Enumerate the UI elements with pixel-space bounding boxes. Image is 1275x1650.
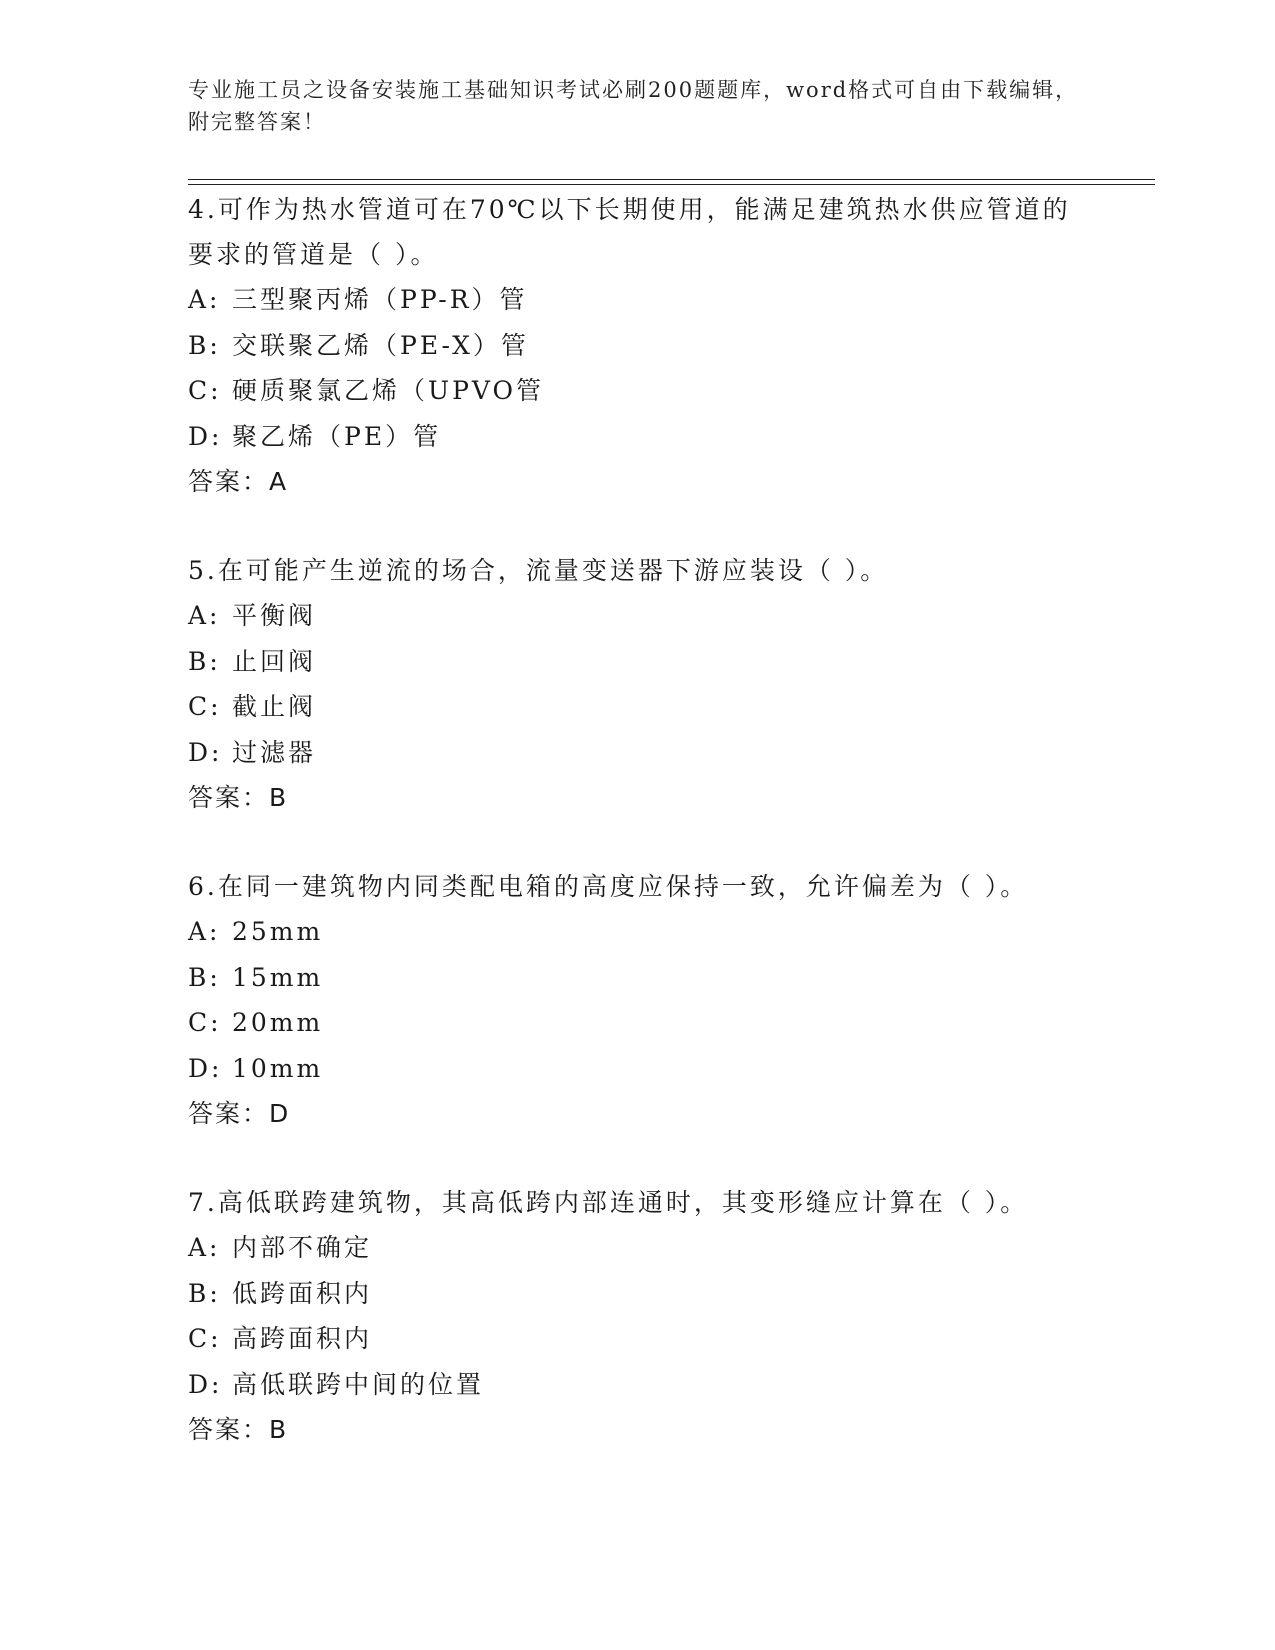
option-text: 25mm	[232, 917, 324, 946]
option-key: D:	[188, 421, 223, 451]
answer-label: 答案：B	[188, 1415, 289, 1444]
option-key: C:	[188, 692, 222, 721]
option-text: 20mm	[232, 1008, 324, 1037]
option-text: 高跨面积内	[232, 1324, 373, 1353]
question-7	[188, 1180, 1088, 1453]
option-key: C:	[188, 1008, 222, 1037]
option-text: 截止阀	[232, 692, 317, 721]
option-text: 内部不确定	[232, 1233, 373, 1262]
option-a	[188, 277, 1088, 323]
question-stem: 7.高低联跨建筑物，其高低跨内部连通时，其变形缝应计算在（ ）。	[188, 1188, 1029, 1217]
option-text: 交联聚乙烯（PE-X）管	[232, 330, 529, 360]
option-text: 硬质聚氯乙烯（UPVO管	[232, 376, 545, 405]
option-d	[188, 1362, 1088, 1408]
option-d	[188, 730, 1088, 776]
option-key: A:	[188, 601, 221, 630]
option-key: B:	[188, 646, 221, 676]
option-text: 三型聚丙烯（PP-R）管	[232, 285, 528, 314]
option-key: B:	[188, 330, 221, 360]
option-d	[188, 414, 1088, 460]
option-b	[188, 1271, 1088, 1317]
option-key: A:	[188, 917, 221, 946]
option-d	[188, 1046, 1088, 1092]
document-intro: 专业施工员之设备安装施工基础知识考试必刷200题题库，word格式可自由下载编辑，附完整答案！	[188, 78, 1079, 134]
question-4	[188, 187, 1088, 505]
option-text: 平衡阀	[232, 601, 317, 630]
question-6	[188, 864, 1088, 1137]
option-c	[188, 1316, 1088, 1362]
question-stem: 4.可作为热水管道可在70℃以下长期使用，能满足建筑热水供应管道的要求的管道是（ ）。	[188, 195, 1071, 269]
option-a	[188, 909, 1088, 955]
header-divider-bottom	[188, 184, 1155, 185]
answer-label: 答案：B	[188, 783, 289, 812]
option-key: A:	[188, 1233, 221, 1262]
header-divider-top	[188, 179, 1155, 180]
question-5	[188, 548, 1088, 821]
option-b	[188, 639, 1088, 685]
option-key: D:	[188, 1369, 223, 1399]
option-key: D:	[188, 737, 223, 767]
option-c	[188, 368, 1088, 414]
option-key: C:	[188, 1324, 222, 1353]
option-text: 低跨面积内	[232, 1278, 373, 1308]
option-key: C:	[188, 376, 222, 405]
option-text: 聚乙烯（PE）管	[232, 421, 442, 451]
option-b	[188, 955, 1088, 1001]
question-stem: 6.在同一建筑物内同类配电箱的高度应保持一致，允许偏差为（ ）。	[188, 872, 1029, 901]
option-a	[188, 1225, 1088, 1271]
option-a	[188, 593, 1088, 639]
option-c	[188, 684, 1088, 730]
answer-label: 答案：A	[188, 467, 289, 496]
option-text: 过滤器	[232, 737, 317, 767]
option-key: D:	[188, 1053, 223, 1083]
option-key: B:	[188, 962, 221, 992]
answer-label: 答案：D	[188, 1099, 291, 1128]
option-text: 15mm	[232, 962, 324, 992]
question-stem: 5.在可能产生逆流的场合，流量变送器下游应装设（ ）。	[188, 556, 889, 585]
option-key: A:	[188, 285, 221, 314]
option-text: 高低联跨中间的位置	[232, 1369, 485, 1399]
option-b	[188, 323, 1088, 369]
option-key: B:	[188, 1278, 221, 1308]
option-text: 止回阀	[232, 646, 317, 676]
option-text: 10mm	[232, 1053, 324, 1083]
option-c	[188, 1000, 1088, 1046]
